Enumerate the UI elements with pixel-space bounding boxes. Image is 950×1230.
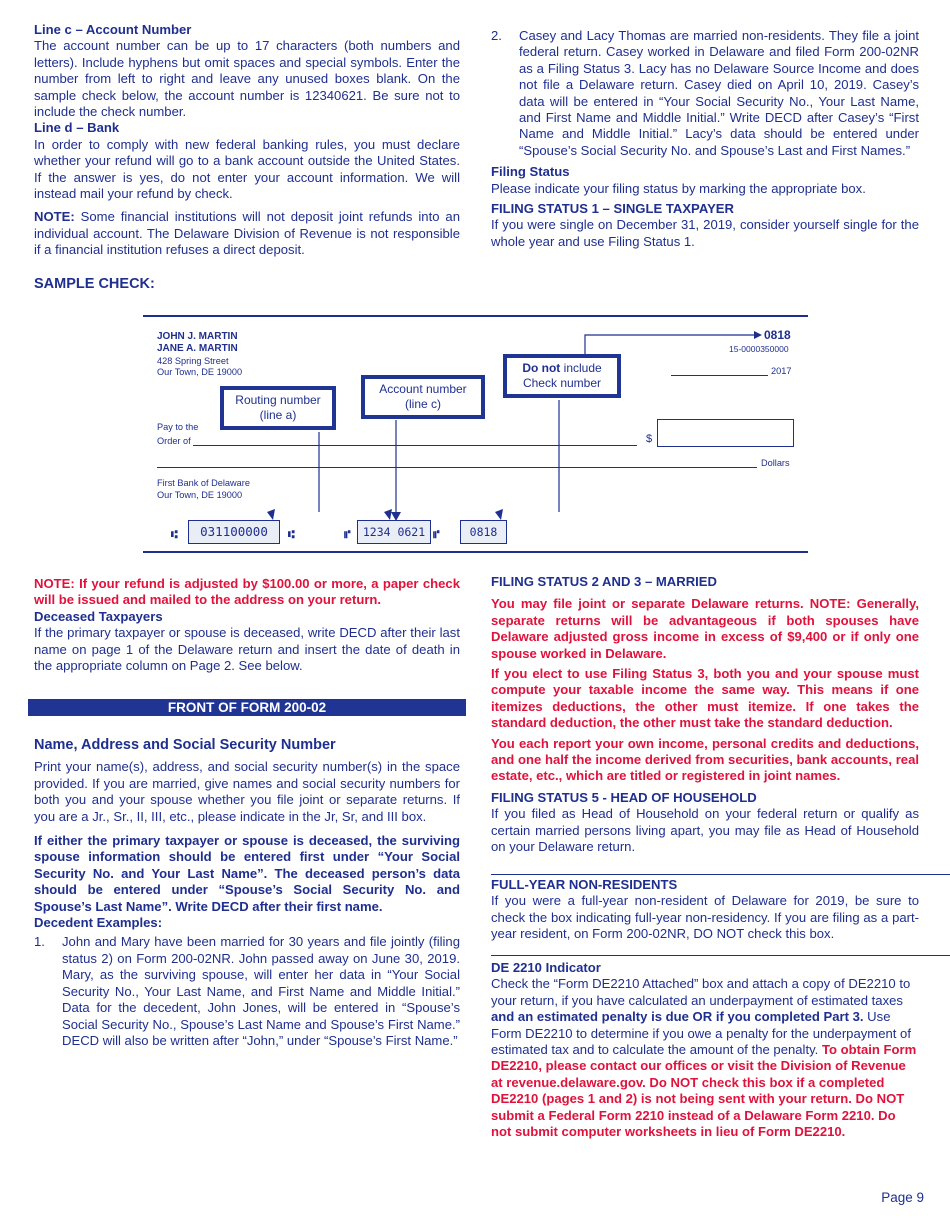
pay-to-label: Pay to the xyxy=(157,422,199,432)
fs1-text: If you were single on December 31, 2019, consider yourself single for the whole year and use Filing Status 1. xyxy=(491,217,919,249)
fs5-text: If you filed as Head of Household on your federal return or qualify as certain married persons living apart, you may file as Head of Household on your Delaware return. xyxy=(491,806,919,855)
note-text: Some financial institutions will not deposit joint refunds into an individual account. The Delaware Division of Revenue is not responsible if a financial institution refuses a direct deposit. xyxy=(34,209,460,258)
check-number-callout xyxy=(503,354,621,398)
nonres-section xyxy=(491,877,919,943)
fs5-heading: FILING STATUS 5 - HEAD OF HOUSEHOLD xyxy=(491,789,757,805)
line-d-text: In order to comply with new federal banking rules, you must declare whether your refund will go to a bank account outside the United States. If the answer is yes, do not enter your account information. We will instead mail your refund by check. xyxy=(34,136,460,202)
example-1 xyxy=(34,934,460,1049)
micr-routing: 031100000 xyxy=(188,520,280,544)
bank-name: First Bank of Delaware xyxy=(157,478,250,488)
routing-number-callout xyxy=(220,386,336,430)
check-year: 2017 xyxy=(771,366,792,376)
check-name-2: JANE A. MARTIN xyxy=(157,343,238,354)
donot-bold: Do not xyxy=(522,361,561,375)
name-address-text: Print your name(s), address, and social security number(s) in the space provided. If you are married, give names and social security numbers for both you and your spouse whether you file joint or separate returns. If you are a Jr., Sr., II, III, etc., please indicate in the Jr, Sr, and III box. xyxy=(34,759,460,824)
check-name-1: JOHN J. MARTIN xyxy=(157,331,238,342)
left-bottom-column xyxy=(34,576,460,674)
deceased-text: If the primary taxpayer or spouse is deceased, write DECD after their last name on page 1 of the Delaware return and insert the date of death in the appropriate column on Page 2. See below. xyxy=(34,625,460,674)
surviving-spouse-paragraph: If either the primary taxpayer or spouse is deceased, the surviving spouse information should be entered first under “Your Social Security No. and Your Last Name”. The deceased person’s data should be entered under “Spouse’s Social Security No. and Spouse’s Last Name”. Write DECD after their first name. xyxy=(34,833,460,914)
bank-address: Our Town, DE 19000 xyxy=(157,490,243,500)
onus-symbol-left: ⑈ xyxy=(344,529,351,541)
check-fraction: 15-0000350000 xyxy=(729,344,789,354)
account-callout-line-2: (line c) xyxy=(404,397,441,411)
de2210-bold: and an estimated penalty is due OR if you completed Part 3. xyxy=(491,1009,864,1025)
account-number-callout xyxy=(361,375,485,419)
line-d-heading: Line d – Bank xyxy=(34,120,120,136)
fs23-red-2: If you elect to use Filing Status 3, both you and your spouse must compute your taxable income the same way. This means if one itemizes deductions, the other must itemize. If one takes the standard deduction, the other must take the standard deduction. xyxy=(491,666,919,731)
name-address-heading: Name, Address and Social Security Number xyxy=(34,737,336,753)
example-2-text: Casey and Lacy Thomas are married non-residents. They file a joint federal return. Casey worked in Delaware and filed Form 200-02NR as a Filing Status 3. Lacy has no Delaware Source Income and does not file a Delaware return. Casey died on April 10, 2019. Casey’s data will be entered in “Your Social Security No., Your Last Name, and First Name and Middle Initial.” Write DECD after Casey’s “First Name and Middle Initial.” Lacy’s data should be entered under “Spouse’s Social Security No. and Spouse’s Last and First Names.” xyxy=(519,28,919,158)
micr-check-number: 0818 xyxy=(460,520,507,544)
de2210-paragraph xyxy=(491,976,919,1140)
decedent-examples-heading: Decedent Examples: xyxy=(34,915,163,931)
left-lower-column xyxy=(34,737,460,1049)
dollar-sign: $ xyxy=(646,433,653,445)
de2210-section xyxy=(491,960,919,1140)
dollars-label: Dollars xyxy=(761,458,790,468)
nonres-heading: FULL-YEAR NON-RESIDENTS xyxy=(491,877,678,892)
example-1-number: 1. xyxy=(34,934,45,950)
page-number: Page 9 xyxy=(881,1190,924,1205)
donot-line-1 xyxy=(513,361,611,376)
note-label: NOTE: xyxy=(34,209,75,225)
sample-check-title: SAMPLE CHECK: xyxy=(34,276,155,292)
nonres-text: If you were a full-year non-resident of Delaware for 2019, be sure to check the box indicating full-year non-residency. If you are filing as a part-year resident, on Form 200-02NR, DO NOT check this box. xyxy=(491,893,919,942)
check-number: 0818 xyxy=(764,328,791,342)
deceased-heading: Deceased Taxpayers xyxy=(34,608,163,624)
transit-symbol-right: ⑆ xyxy=(288,529,295,541)
check-address-2: Our Town, DE 19000 xyxy=(157,367,243,377)
de2210-text-2: Use Form DE2210 to determine if you owe a penalty for the underpayment of estimated tax and to calculate the amount of the penalty. xyxy=(491,1009,911,1058)
line-c-text: The account number can be up to 17 characters (both numbers and letters). Include hyphens but omit spaces and special symbols. Enter the number from left to right and leave any unused boxes blank. On the sample check below, the account number is 12340621. Be sure not to include the check number. xyxy=(34,38,460,120)
de2210-red: To obtain Form DE2210, please contact our offices or visit the Division of Revenue at revenue.delaware.gov. Do NOT check this box if a completed DE2210 (pages 1 and 2) is not being sent with your return. Do NOT submit a Federal Form 2210 instead of a Delaware Form 2210. Do not submit computer worksheets in lieu of Form DE2210. xyxy=(491,1042,917,1140)
order-of-label: Order of xyxy=(157,436,191,446)
filing-status-text: Please indicate your filing status by marking the appropriate box. xyxy=(491,180,866,196)
donot-rest: include xyxy=(560,361,602,375)
account-callout-line-1: Account number xyxy=(379,382,467,396)
line-c-heading: Line c – Account Number xyxy=(34,22,192,37)
refund-note: NOTE: If your refund is adjusted by $100.00 or more, a paper check will be issued and mailed to the address on your return. xyxy=(34,576,460,608)
nonres-separator xyxy=(491,874,950,875)
right-bottom-column xyxy=(491,574,919,856)
micr-account: 1234 0621 xyxy=(357,520,431,544)
transit-symbol-left: ⑆ xyxy=(171,529,178,541)
donot-line-2: Check number xyxy=(522,376,602,390)
fs23-red-1: You may file joint or separate Delaware returns. NOTE: Generally, separate returns will be advantageous if both spouses have Delaware adjusted gross income in excess of $9,400 or if only one spouse worked in Delaware. xyxy=(491,596,919,661)
onus-symbol-right: ⑈ xyxy=(433,529,440,541)
example-2-number: 2. xyxy=(491,28,502,43)
example-1-text: John and Mary have been married for 30 years and file jointly (filing status 2) on Form 200-02NR. John passed away on June 30, 2019. Mary, as the surviving spouse, will enter her data in “Your Social Security No., Your Last Name, and First Name and Middle Initial.” Data for the decedent, John Jones, will be entered in “Spouse’s Social Security No., Spouse’s Last Name and Spouse’s First Name.” DECD will also be written after “John,” under “Spouse’s First Name.” xyxy=(62,934,460,1048)
de2210-separator xyxy=(491,955,950,956)
filing-status-heading: Filing Status xyxy=(491,164,570,180)
fs23-red-3: You each report your own income, personal credits and deductions, and one half the income derived from securities, bank accounts, real estate, etc., which are titled or registered in joint names. xyxy=(491,735,919,784)
de2210-text-1: Check the “Form DE2210 Attached” box and attach a copy of DE2210 to your return, if you have calculated an underpayment of estimated taxes xyxy=(491,976,911,1008)
check-address-1: 428 Spring Street xyxy=(157,356,229,366)
fs1-heading: FILING STATUS 1 – SINGLE TAXPAYER xyxy=(491,201,734,217)
fs23-heading: FILING STATUS 2 AND 3 – MARRIED xyxy=(491,574,718,589)
routing-callout-line-2: (line a) xyxy=(259,408,297,422)
front-of-form-banner: FRONT OF FORM 200-02 xyxy=(28,699,466,716)
de2210-heading: DE 2210 Indicator xyxy=(491,960,601,975)
routing-callout-line-1: Routing number xyxy=(235,393,321,407)
